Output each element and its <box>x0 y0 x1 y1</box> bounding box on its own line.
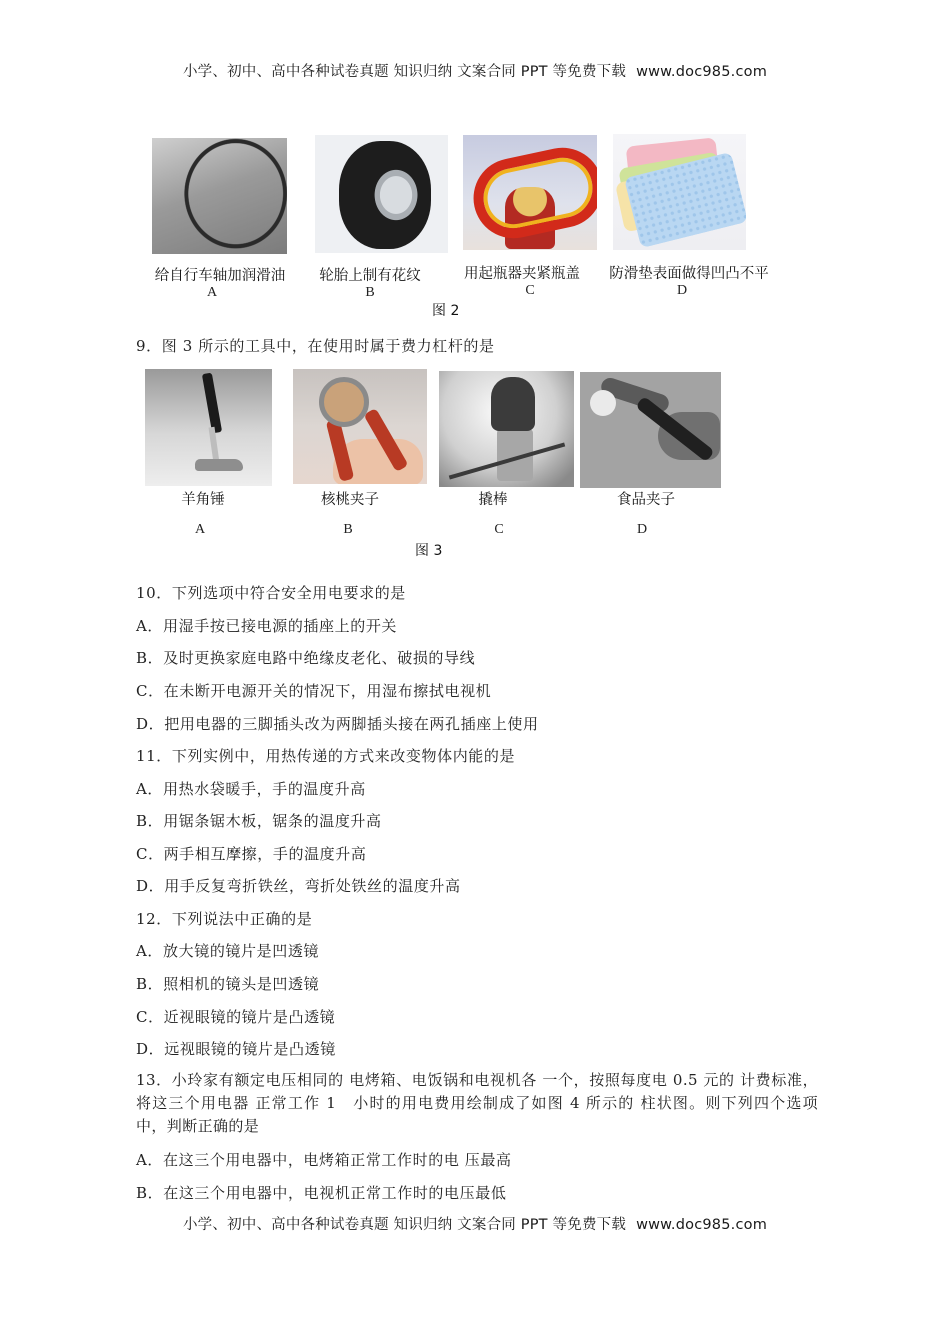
q12-option-d: D．远视眼镜的镜片是凸透镜 <box>136 1040 336 1058</box>
fig3-letter-a: A <box>194 522 206 537</box>
tire-shape <box>339 141 431 249</box>
footer-banner <box>0 1213 950 1234</box>
q10-option-b: B．及时更换家庭电路中绝缘皮老化、破损的导线 <box>136 649 476 667</box>
q10-option-a: A．用湿手按已接电源的插座上的开关 <box>136 617 398 635</box>
fig3-caption-d: 食品夹子 <box>617 492 675 508</box>
fig2-letter-b: B <box>365 285 375 300</box>
q9-stem: 9．图 3 所示的工具中，在使用时属于费力杠杆的是 <box>136 337 495 355</box>
q12-stem: 12．下列说法中正确的是 <box>136 910 313 928</box>
crowbar-photo <box>439 371 574 487</box>
hammer-head <box>195 459 243 471</box>
footer-banner-url[interactable]: www.doc985.com <box>636 1217 768 1233</box>
q12-option-b: B．照相机的镜头是凹透镜 <box>136 975 320 993</box>
nutcracker-photo <box>293 369 427 484</box>
nutcracker-ring <box>319 377 369 427</box>
q13-stem: 13．小玲家有额定电压相同的 电烤箱、电饭锅和电视机各 一个，按照每度电 0.5 元的 计费标准，将这三个用电器 正常工作 1 小时的用电费用绘制成了如图 4 所示的 柱状图。则下列四个选项 中，判断正确的是 <box>136 1071 818 1135</box>
opener-shape <box>466 140 597 245</box>
fig3-letter-b: B <box>343 522 353 537</box>
fig3-letter-c: C <box>494 522 504 537</box>
header-banner-text: 小学、初中、高中各种试卷真题 知识归纳 文案合同 PPT 等免费下载 <box>182 64 627 80</box>
fig3-letter-d: D <box>636 522 648 537</box>
claw-hammer-photo <box>145 369 272 486</box>
food-ball <box>590 390 616 416</box>
q11-stem: 11．下列实例中，用热传递的方式来改变物体内能的是 <box>136 747 516 765</box>
fig2-caption-d: 防滑垫表面做得凹凸不平 <box>609 266 769 282</box>
q12-option-c: C．近视眼镜的镜片是凸透镜 <box>136 1008 336 1026</box>
tire-tread-photo <box>315 135 448 253</box>
header-banner-url[interactable]: www.doc985.com <box>636 64 768 80</box>
fig3-caption-b: 核桃夹子 <box>321 492 379 508</box>
q10-option-d: D．把用电器的三脚插头改为两脚插头接在两孔插座上使用 <box>136 715 539 733</box>
header-banner <box>0 60 950 81</box>
fig2-letter-c: C <box>525 283 535 298</box>
hammer-handle <box>202 373 222 434</box>
q10-stem: 10．下列选项中符合安全用电要求的是 <box>136 584 406 602</box>
q11-option-a: A．用热水袋暖手，手的温度升高 <box>136 780 366 798</box>
q11-option-c: C．两手相互摩擦，手的温度升高 <box>136 845 367 863</box>
q13-option-b: B．在这三个用电器中，电视机正常工作时的电压最低 <box>136 1184 507 1202</box>
jar-opener-photo <box>463 135 597 250</box>
fig2-caption-c: 用起瓶器夹紧瓶盖 <box>464 266 580 282</box>
anti-slip-mat-photo <box>613 134 746 250</box>
footer-banner-text: 小学、初中、高中各种试卷真题 知识归纳 文案合同 PPT 等免费下载 <box>182 1217 627 1233</box>
fig2-letter-d: D <box>676 283 688 298</box>
bicycle-axle-oiling-photo <box>152 138 287 254</box>
q10-option-c: C．在未断开电源开关的情况下，用湿布擦拭电视机 <box>136 682 492 700</box>
fig2-caption-b: 轮胎上制有花纹 <box>319 268 421 284</box>
q12-option-a: A．放大镜的镜片是凹透镜 <box>136 942 320 960</box>
fig2-letter-a: A <box>206 285 218 300</box>
q11-option-b: B．用锯条锯木板，锯条的温度升高 <box>136 812 382 830</box>
fig3-caption-a: 羊角锤 <box>181 492 225 508</box>
q13-option-a: A．在这三个用电器中，电烤箱正常工作时的电 压最高 <box>136 1151 512 1169</box>
food-tongs-photo <box>580 372 721 488</box>
fig3-caption-c: 撬棒 <box>478 492 508 508</box>
figure-3-label: 图 3 <box>415 543 443 559</box>
figure-2-label: 图 2 <box>432 303 460 319</box>
fig2-caption-a: 给自行车轴加润滑油 <box>154 268 286 284</box>
person-torso <box>491 377 535 431</box>
q11-option-d: D．用手反复弯折铁丝，弯折处铁丝的温度升高 <box>136 877 461 895</box>
